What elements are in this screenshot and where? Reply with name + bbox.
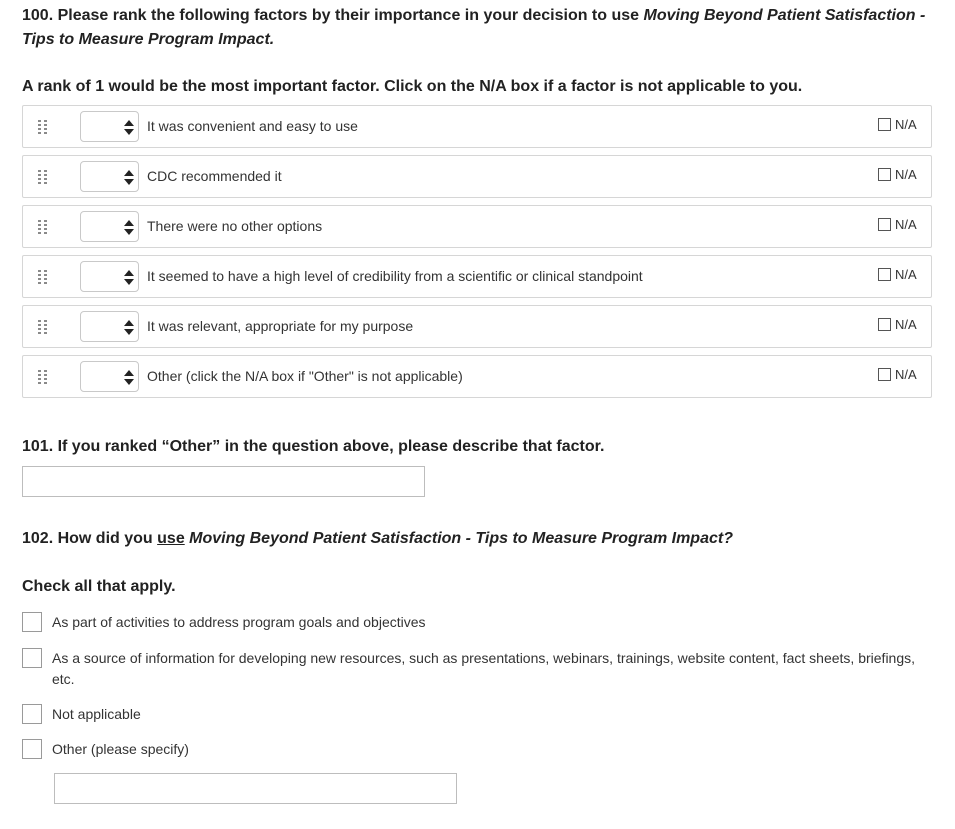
select-arrows-icon <box>124 320 134 335</box>
rank-select[interactable] <box>80 211 139 242</box>
select-arrows-icon <box>124 220 134 235</box>
usage-option-label: Not applicable <box>52 706 141 722</box>
drag-handle-icon[interactable] <box>38 270 48 284</box>
na-checkbox[interactable] <box>878 318 891 331</box>
select-arrows-icon <box>124 170 134 185</box>
na-label: N/A <box>895 117 917 132</box>
rank-select[interactable] <box>80 111 139 142</box>
usage-option-label: As part of activities to address program goals and objectives <box>52 614 426 630</box>
drag-handle-icon[interactable] <box>38 120 48 134</box>
question-102-title-text: 102. How did you <box>22 530 158 547</box>
question-102-title-use: use <box>157 530 185 547</box>
select-arrows-icon <box>124 270 134 285</box>
question-101-title: 101. If you ranked “Other” in the question above, please describe that factor. <box>22 438 605 455</box>
drag-handle-icon[interactable] <box>38 170 48 184</box>
usage-option-label: As a source of information for developing new resources, such as presentations, webinars, trainings, website content, fact sheets, briefings, etc. <box>52 650 916 687</box>
na-checkbox[interactable] <box>878 268 891 281</box>
na-label: N/A <box>895 317 917 332</box>
usage-option-checkbox[interactable] <box>22 648 42 668</box>
na-label: N/A <box>895 367 917 382</box>
question-100-title-text: 100. Please rank the following factors by their importance in your decision to use <box>22 7 644 24</box>
usage-option-checkbox[interactable] <box>22 612 42 632</box>
na-checkbox[interactable] <box>878 218 891 231</box>
rank-select[interactable] <box>80 261 139 292</box>
other-usage-input[interactable] <box>54 773 457 804</box>
rank-factor-label: Other (click the N/A box if "Other" is not applicable) <box>147 368 463 384</box>
drag-handle-icon[interactable] <box>38 220 48 234</box>
rank-factor-label: It was relevant, appropriate for my purpose <box>147 318 414 334</box>
na-label: N/A <box>895 217 917 232</box>
usage-option-checkbox[interactable] <box>22 739 42 759</box>
na-label: N/A <box>895 167 917 182</box>
other-factor-input[interactable] <box>22 466 425 497</box>
question-102-instruction: Check all that apply. <box>22 578 176 595</box>
select-arrows-icon <box>124 370 134 385</box>
rank-select[interactable] <box>80 361 139 392</box>
rank-factor-label: It seemed to have a high level of credibility from a scientific or clinical standpoint <box>147 268 643 284</box>
question-102-title-resource: Moving Beyond Patient Satisfaction - Tips to Measure Program Impact? <box>189 530 733 547</box>
question-100-title-resource: Moving Beyond Patient Satisfaction - Tips to Measure Program Impact. <box>22 7 926 48</box>
select-arrows-icon <box>124 120 134 135</box>
rank-factor-label: It was convenient and easy to use <box>147 118 358 134</box>
rank-select[interactable] <box>80 311 139 342</box>
question-100-instruction: A rank of 1 would be the most important factor. Click on the N/A box if a factor is not applicable to you. <box>22 78 803 95</box>
question-102-title <box>22 527 942 551</box>
rank-row <box>22 105 932 148</box>
rank-row <box>22 155 932 198</box>
na-label: N/A <box>895 267 917 282</box>
rank-row <box>22 355 932 398</box>
rank-factor-label: There were no other options <box>147 218 323 234</box>
question-100-title <box>22 4 942 52</box>
na-checkbox[interactable] <box>878 368 891 381</box>
usage-option-checkbox[interactable] <box>22 704 42 724</box>
rank-row <box>22 305 932 348</box>
usage-option-label: Other (please specify) <box>52 741 189 757</box>
drag-handle-icon[interactable] <box>38 370 48 384</box>
na-checkbox[interactable] <box>878 168 891 181</box>
drag-handle-icon[interactable] <box>38 320 48 334</box>
na-checkbox[interactable] <box>878 118 891 131</box>
rank-factor-label: CDC recommended it <box>147 168 282 184</box>
rank-select[interactable] <box>80 161 139 192</box>
rank-row <box>22 255 932 298</box>
rank-row <box>22 205 932 248</box>
